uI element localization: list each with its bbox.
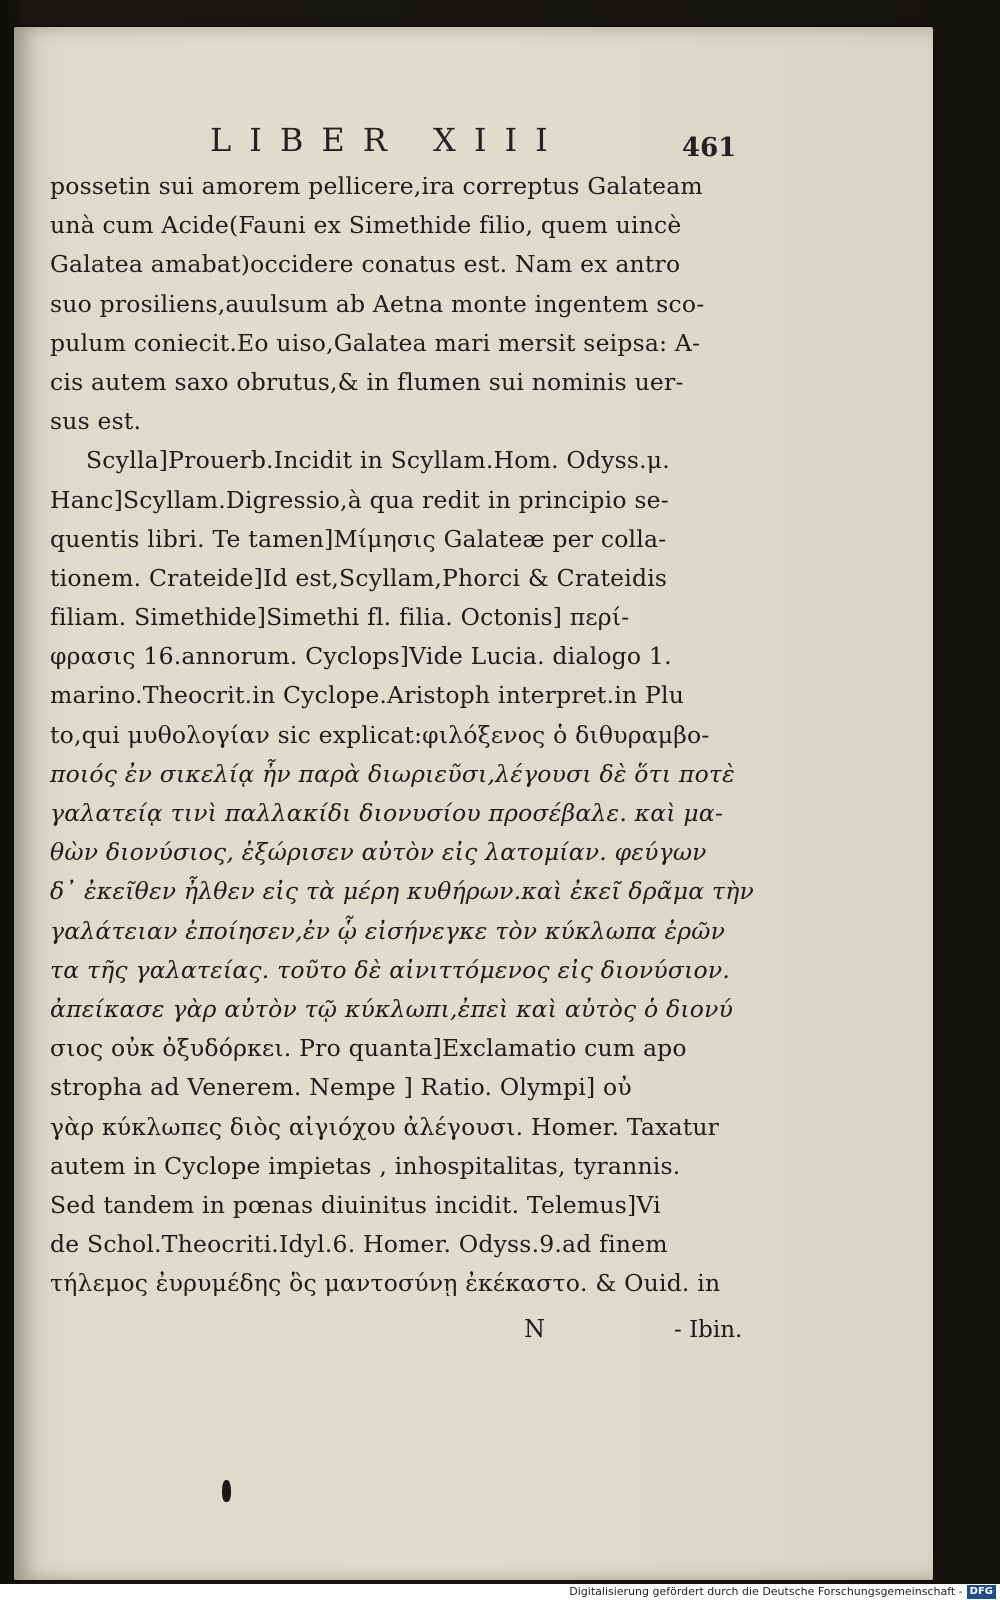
text-line: ποιός ἐν σικελίᾳ ἦν παρὰ διωριεῦσι,λέγουσι δὲ ὅτι ποτὲ — [50, 759, 735, 788]
signature-mark: N — [524, 1315, 545, 1343]
ink-stain — [222, 1480, 231, 1502]
page-number: 461 — [682, 133, 737, 163]
footer-credit: Digitalisierung gefördert durch die Deutsche Forschungsgemeinschaft - — [569, 1585, 963, 1598]
text-line: de Schol.Theocriti.Idyl.6. Homer. Odyss.9.ad finem — [50, 1230, 668, 1259]
text-line: Galatea amabat)occidere conatus est. Nam ex antro — [50, 250, 681, 279]
text-line: sus est. — [50, 407, 142, 436]
text-line: γαλάτειαν ἐποίησεν,ἐν ᾧ εἰσήνεγκε τὸν κύκλωπα ἐρῶν — [50, 916, 726, 945]
catchword: - Ibin. — [674, 1317, 743, 1343]
book-page — [14, 27, 933, 1580]
running-title: LIBER XIII — [210, 121, 566, 159]
text-line: ἀπείκασε γὰρ αὐτὸν τῷ κύκλωπι,ἐπεὶ καὶ αὐτὸς ὁ διονύ — [50, 994, 734, 1023]
text-line: Hanc]Scyllam.Digressio,à qua redit in principio se- — [50, 485, 669, 514]
text-line: to,qui μυθολογίαν sic explicat:φιλόξενος ὁ διθυραμβο- — [50, 720, 710, 749]
text-line: Scylla]Prouerb.Incidit in Scyllam.Hom. Odyss.μ. — [86, 446, 670, 475]
text-line: cis autem saxo obrutus,& in flumen sui nominis uer- — [50, 367, 684, 396]
text-line: δ᾽ ἐκεῖθεν ἦλθεν εἰς τὰ μέρη κυθήρων.καὶ ἐκεῖ δρᾶμα τὴν — [50, 877, 755, 906]
dfg-logo: DFG — [967, 1585, 996, 1599]
text-line: γὰρ κύκλωπες διὸς αἰγιόχου ἀλέγουσι. Homer. Taxatur — [50, 1112, 720, 1141]
text-line: marino.Theocrit.in Cyclope.Aristoph interpret.in Plu — [50, 681, 685, 710]
text-line: unà cum Acide(Fauni ex Simethide filio, quem uincè — [50, 211, 682, 240]
text-line: σιος οὐκ ὀξυδόρκει. Pro quanta]Exclamatio cum apo — [50, 1034, 687, 1063]
text-line: γαλατείᾳ τινὶ παλλακίδι διονυσίου προσέβαλε. καὶ μα- — [50, 799, 724, 827]
text-line: filiam. Simethide]Simethi fl. filia. Octonis] περί- — [50, 603, 630, 632]
digitization-footer — [0, 1584, 1000, 1600]
text-line: τήλεμος ἐυρυμέδης ὃς μαντοσύνῃ ἐκέκαστο. & Ouid. in — [50, 1269, 721, 1298]
text-block — [50, 167, 755, 1303]
text-line: suo prosiliens,auulsum ab Aetna monte ingentem sco- — [50, 289, 705, 318]
text-line: pulum coniecit.Eo uiso,Galatea mari mersit seipsa: A- — [50, 328, 701, 357]
text-line: quentis libri. Te tamen]Μίμησις Galateæ per colla- — [50, 524, 667, 553]
text-line: φρασις 16.annorum. Cyclops]Vide Lucia. dialogo 1. — [50, 642, 672, 671]
text-line: possetin sui amorem pellicere,ira correptus Galateam — [50, 172, 703, 200]
text-line: autem in Cyclope impietas , inhospitalitas, tyrannis. — [50, 1151, 681, 1180]
text-line: stropha ad Venerem. Nempe ] Ratio. Olympi] οὐ — [50, 1073, 632, 1102]
text-line: θὼν διονύσιος, ἐξώρισεν αὐτὸν εἰς λατομίαν. φεύγων — [50, 838, 707, 867]
text-line: τα τῆς γαλατείας. τοῦτο δὲ αἰνιττόμενος εἰς διονύσιον. — [50, 955, 730, 984]
text-line: Sed tandem in pœnas diuinitus incidit. Telemus]Vi — [50, 1190, 661, 1219]
text-line: tionem. Crateide]Id est,Scyllam,Phorci & Crateidis — [50, 563, 668, 592]
